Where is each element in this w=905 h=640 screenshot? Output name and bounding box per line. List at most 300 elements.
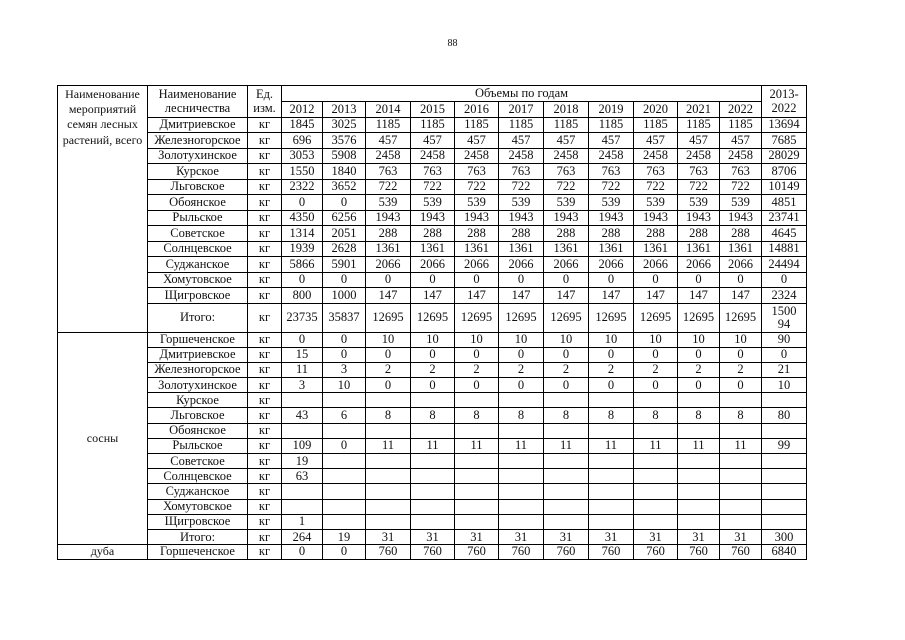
year-value bbox=[455, 469, 499, 484]
period-total-value: 150094 bbox=[771, 303, 797, 331]
year-value: 31 bbox=[720, 529, 762, 544]
year-value: 1185 bbox=[455, 117, 499, 133]
volumes-table bbox=[57, 85, 807, 560]
year-value: 10 bbox=[544, 332, 589, 347]
year-value: 1939 bbox=[282, 241, 323, 257]
period-total-cell bbox=[762, 210, 807, 226]
year-value bbox=[544, 423, 589, 438]
page-number: 88 bbox=[447, 38, 458, 49]
period-total-value: 24494 bbox=[768, 256, 800, 271]
period-total-value: 4645 bbox=[771, 225, 797, 240]
year-value: 19 bbox=[323, 529, 366, 544]
header-volumes-by-year: Объемы по годам bbox=[282, 86, 762, 102]
forestry-name: Курское bbox=[148, 164, 248, 180]
year-value: 1314 bbox=[282, 226, 323, 242]
year-value: 722 bbox=[499, 179, 544, 195]
year-value bbox=[455, 423, 499, 438]
total-row bbox=[58, 529, 807, 544]
year-value bbox=[366, 484, 411, 499]
unit-cell: кг bbox=[248, 241, 282, 257]
year-value: 1185 bbox=[720, 117, 762, 133]
year-value: 288 bbox=[544, 226, 589, 242]
year-value bbox=[678, 499, 720, 514]
year-value bbox=[411, 423, 455, 438]
year-value: 12695 bbox=[634, 303, 678, 332]
period-total-cell bbox=[762, 347, 807, 362]
year-value bbox=[411, 499, 455, 514]
table-header bbox=[58, 86, 807, 118]
header-year: 2017 bbox=[499, 102, 544, 118]
year-value: 31 bbox=[544, 529, 589, 544]
year-value: 763 bbox=[634, 164, 678, 180]
forestry-name: Золотухинское bbox=[148, 148, 248, 164]
period-total-cell bbox=[762, 332, 807, 347]
year-value: 539 bbox=[411, 195, 455, 211]
year-value: 457 bbox=[366, 133, 411, 149]
year-value: 11 bbox=[589, 438, 634, 453]
year-value: 12695 bbox=[411, 303, 455, 332]
year-value: 31 bbox=[455, 529, 499, 544]
forestry-name: Солнцевское bbox=[148, 241, 248, 257]
year-value: 11 bbox=[366, 438, 411, 453]
year-value: 2066 bbox=[455, 257, 499, 273]
year-value: 1361 bbox=[678, 241, 720, 257]
year-value: 0 bbox=[589, 347, 634, 362]
year-value bbox=[544, 393, 589, 408]
forestry-name: Железногорское bbox=[148, 362, 248, 377]
unit-cell: кг bbox=[248, 303, 282, 332]
year-value: 2458 bbox=[678, 148, 720, 164]
year-value: 147 bbox=[720, 288, 762, 304]
table-row bbox=[58, 148, 807, 164]
header-year: 2021 bbox=[678, 102, 720, 118]
year-value: 147 bbox=[589, 288, 634, 304]
year-value: 1361 bbox=[544, 241, 589, 257]
year-value bbox=[589, 393, 634, 408]
period-total-value: 0 bbox=[780, 347, 788, 362]
year-value: 0 bbox=[499, 378, 544, 393]
year-value: 8 bbox=[678, 408, 720, 423]
year-value: 0 bbox=[544, 272, 589, 288]
year-value: 8 bbox=[589, 408, 634, 423]
period-total-cell bbox=[762, 272, 807, 288]
unit-cell: кг bbox=[248, 133, 282, 149]
year-value: 11 bbox=[411, 438, 455, 453]
year-value bbox=[499, 454, 544, 469]
period-total-value: 23741 bbox=[768, 210, 800, 225]
year-value bbox=[589, 499, 634, 514]
year-value bbox=[411, 514, 455, 529]
year-value: 0 bbox=[323, 438, 366, 453]
year-value: 763 bbox=[589, 164, 634, 180]
year-value bbox=[544, 484, 589, 499]
year-value bbox=[634, 393, 678, 408]
forestry-name: Суджанское bbox=[148, 484, 248, 499]
year-value: 0 bbox=[323, 347, 366, 362]
year-value bbox=[499, 423, 544, 438]
year-value: 1943 bbox=[455, 210, 499, 226]
year-value: 0 bbox=[589, 272, 634, 288]
year-value: 457 bbox=[678, 133, 720, 149]
year-value: 15 bbox=[282, 347, 323, 362]
year-value: 288 bbox=[589, 226, 634, 242]
header-period-total: 2013-2022 bbox=[762, 86, 807, 118]
year-value: 2 bbox=[634, 362, 678, 377]
header-year: 2018 bbox=[544, 102, 589, 118]
table-row bbox=[58, 362, 807, 377]
year-value: 2 bbox=[720, 362, 762, 377]
year-value: 1185 bbox=[589, 117, 634, 133]
year-value bbox=[589, 423, 634, 438]
year-value bbox=[634, 499, 678, 514]
table-row bbox=[58, 423, 807, 438]
table-row bbox=[58, 226, 807, 242]
header-year: 2015 bbox=[411, 102, 455, 118]
year-value: 31 bbox=[634, 529, 678, 544]
period-total-cell bbox=[762, 378, 807, 393]
year-value bbox=[455, 514, 499, 529]
year-value: 2458 bbox=[720, 148, 762, 164]
year-value: 1840 bbox=[323, 164, 366, 180]
year-value: 1185 bbox=[678, 117, 720, 133]
year-value bbox=[455, 484, 499, 499]
year-value: 0 bbox=[634, 272, 678, 288]
year-value: 0 bbox=[282, 332, 323, 347]
year-value: 2 bbox=[678, 362, 720, 377]
year-value bbox=[634, 469, 678, 484]
year-value bbox=[544, 469, 589, 484]
period-total-value: 10 bbox=[777, 377, 791, 392]
year-value: 23735 bbox=[282, 303, 323, 332]
year-value: 0 bbox=[720, 347, 762, 362]
year-value: 722 bbox=[678, 179, 720, 195]
period-total-value: 99 bbox=[777, 438, 791, 453]
year-value: 2066 bbox=[411, 257, 455, 273]
year-value: 1361 bbox=[589, 241, 634, 257]
header-year: 2016 bbox=[455, 102, 499, 118]
table-row bbox=[58, 164, 807, 180]
year-value: 1361 bbox=[634, 241, 678, 257]
forestry-name: Курское bbox=[148, 393, 248, 408]
period-total-cell bbox=[762, 408, 807, 423]
header-forestry: Наименование лесничества bbox=[148, 86, 248, 118]
year-value bbox=[544, 499, 589, 514]
period-total-cell bbox=[762, 484, 807, 499]
year-value bbox=[323, 499, 366, 514]
unit-cell: кг bbox=[248, 257, 282, 273]
year-value: 1361 bbox=[499, 241, 544, 257]
year-value: 0 bbox=[678, 378, 720, 393]
year-value: 10 bbox=[678, 332, 720, 347]
year-value: 0 bbox=[499, 272, 544, 288]
year-value: 11 bbox=[544, 438, 589, 453]
year-value: 722 bbox=[720, 179, 762, 195]
unit-cell: кг bbox=[248, 164, 282, 180]
year-value: 1943 bbox=[720, 210, 762, 226]
year-value bbox=[323, 454, 366, 469]
year-value: 12695 bbox=[720, 303, 762, 332]
forestry-name: Советское bbox=[148, 454, 248, 469]
year-value: 539 bbox=[455, 195, 499, 211]
period-total-value: 28029 bbox=[768, 148, 800, 163]
forestry-name: Горшеченское bbox=[148, 332, 248, 347]
forestry-name: Солнцевское bbox=[148, 469, 248, 484]
year-value: 288 bbox=[678, 226, 720, 242]
year-value: 2458 bbox=[589, 148, 634, 164]
year-value: 763 bbox=[720, 164, 762, 180]
year-value: 2 bbox=[411, 362, 455, 377]
unit-cell: кг bbox=[248, 423, 282, 438]
year-value bbox=[366, 469, 411, 484]
year-value: 8 bbox=[366, 408, 411, 423]
year-value: 5908 bbox=[323, 148, 366, 164]
period-total-cell bbox=[762, 393, 807, 408]
year-value: 6 bbox=[323, 408, 366, 423]
year-value: 0 bbox=[323, 272, 366, 288]
year-value: 3025 bbox=[323, 117, 366, 133]
period-total-cell bbox=[762, 469, 807, 484]
period-total-cell bbox=[762, 499, 807, 514]
year-value: 1943 bbox=[499, 210, 544, 226]
year-value: 760 bbox=[544, 545, 589, 560]
unit-cell: кг bbox=[248, 499, 282, 514]
year-value: 0 bbox=[455, 378, 499, 393]
year-value bbox=[455, 454, 499, 469]
year-value: 147 bbox=[678, 288, 720, 304]
year-value: 1943 bbox=[678, 210, 720, 226]
year-value: 760 bbox=[634, 545, 678, 560]
year-value: 0 bbox=[455, 272, 499, 288]
year-value: 4350 bbox=[282, 210, 323, 226]
year-value bbox=[323, 514, 366, 529]
year-value: 19 bbox=[282, 454, 323, 469]
total-label: Итого: bbox=[148, 303, 248, 332]
year-value: 0 bbox=[323, 332, 366, 347]
year-value: 0 bbox=[323, 195, 366, 211]
year-value: 5901 bbox=[323, 257, 366, 273]
total-label: Итого: bbox=[148, 529, 248, 544]
year-value: 539 bbox=[544, 195, 589, 211]
year-value bbox=[411, 484, 455, 499]
year-value: 0 bbox=[411, 378, 455, 393]
period-total-value: 10149 bbox=[768, 179, 800, 194]
year-value bbox=[499, 484, 544, 499]
year-value: 760 bbox=[455, 545, 499, 560]
table-body bbox=[58, 117, 807, 559]
forestry-name: Горшеченское bbox=[148, 545, 248, 560]
year-value: 288 bbox=[411, 226, 455, 242]
table-row bbox=[58, 179, 807, 195]
year-value bbox=[589, 469, 634, 484]
unit-cell: кг bbox=[248, 347, 282, 362]
unit-cell: кг bbox=[248, 272, 282, 288]
table-row bbox=[58, 484, 807, 499]
total-row bbox=[58, 303, 807, 332]
forestry-name: Льговское bbox=[148, 408, 248, 423]
year-value: 288 bbox=[720, 226, 762, 242]
year-value: 12695 bbox=[366, 303, 411, 332]
header-year: 2014 bbox=[366, 102, 411, 118]
forestry-name: Рыльское bbox=[148, 210, 248, 226]
year-value: 1000 bbox=[323, 288, 366, 304]
year-value: 760 bbox=[720, 545, 762, 560]
year-value: 2066 bbox=[366, 257, 411, 273]
period-total-value: 13694 bbox=[768, 117, 800, 132]
year-value: 1361 bbox=[720, 241, 762, 257]
year-value: 35837 bbox=[323, 303, 366, 332]
year-value bbox=[282, 423, 323, 438]
year-value bbox=[499, 514, 544, 529]
year-value: 1943 bbox=[411, 210, 455, 226]
forestry-name: Хомутовское bbox=[148, 499, 248, 514]
table-row bbox=[58, 272, 807, 288]
year-value: 12695 bbox=[544, 303, 589, 332]
table-row bbox=[58, 195, 807, 211]
year-value bbox=[323, 423, 366, 438]
year-value: 0 bbox=[499, 347, 544, 362]
unit-cell: кг bbox=[248, 378, 282, 393]
year-value: 0 bbox=[282, 545, 323, 560]
year-value bbox=[455, 499, 499, 514]
forestry-name: Щигровское bbox=[148, 514, 248, 529]
year-value: 539 bbox=[720, 195, 762, 211]
year-value: 696 bbox=[282, 133, 323, 149]
unit-cell: кг bbox=[248, 469, 282, 484]
year-value: 31 bbox=[589, 529, 634, 544]
year-value: 0 bbox=[634, 347, 678, 362]
year-value bbox=[366, 454, 411, 469]
year-value bbox=[366, 499, 411, 514]
year-value bbox=[499, 499, 544, 514]
year-value: 800 bbox=[282, 288, 323, 304]
year-value: 3 bbox=[282, 378, 323, 393]
year-value: 8 bbox=[720, 408, 762, 423]
forestry-name: Железногорское bbox=[148, 133, 248, 149]
group-label: дуба bbox=[58, 545, 148, 560]
year-value: 10 bbox=[411, 332, 455, 347]
table-row bbox=[58, 408, 807, 423]
year-value: 2458 bbox=[411, 148, 455, 164]
header-year: 2022 bbox=[720, 102, 762, 118]
year-value bbox=[282, 499, 323, 514]
year-value bbox=[678, 469, 720, 484]
period-total-cell bbox=[762, 133, 807, 149]
year-value: 2066 bbox=[544, 257, 589, 273]
year-value: 31 bbox=[678, 529, 720, 544]
period-total-value: 7685 bbox=[771, 132, 797, 147]
period-total-value: 4851 bbox=[771, 194, 797, 209]
year-value bbox=[678, 393, 720, 408]
year-value: 0 bbox=[282, 195, 323, 211]
year-value: 43 bbox=[282, 408, 323, 423]
period-total-value: 80 bbox=[777, 408, 791, 423]
year-value: 2322 bbox=[282, 179, 323, 195]
forestry-name: Льговское bbox=[148, 179, 248, 195]
year-value: 763 bbox=[499, 164, 544, 180]
period-total-value: 2324 bbox=[771, 287, 797, 302]
period-total-cell bbox=[762, 303, 807, 332]
group-label: семян лесных растений, всего bbox=[58, 117, 148, 332]
year-value: 31 bbox=[366, 529, 411, 544]
year-value bbox=[720, 423, 762, 438]
year-value: 147 bbox=[411, 288, 455, 304]
year-value: 2066 bbox=[678, 257, 720, 273]
year-value: 0 bbox=[411, 347, 455, 362]
period-total-cell bbox=[762, 514, 807, 529]
period-total-cell bbox=[762, 545, 807, 560]
year-value: 0 bbox=[366, 272, 411, 288]
period-total-cell bbox=[762, 257, 807, 273]
period-total-cell bbox=[762, 454, 807, 469]
year-value bbox=[544, 454, 589, 469]
year-value: 722 bbox=[589, 179, 634, 195]
forestry-name: Хомутовское bbox=[148, 272, 248, 288]
year-value: 109 bbox=[282, 438, 323, 453]
unit-cell: кг bbox=[248, 332, 282, 347]
year-value: 2 bbox=[589, 362, 634, 377]
year-value: 10 bbox=[323, 378, 366, 393]
year-value: 3053 bbox=[282, 148, 323, 164]
year-value bbox=[678, 484, 720, 499]
year-value: 722 bbox=[455, 179, 499, 195]
header-unit: Ед. изм. bbox=[248, 86, 282, 118]
year-value: 2051 bbox=[323, 226, 366, 242]
unit-cell: кг bbox=[248, 179, 282, 195]
year-value: 10 bbox=[720, 332, 762, 347]
year-value: 8 bbox=[634, 408, 678, 423]
period-total-cell bbox=[762, 148, 807, 164]
year-value bbox=[589, 454, 634, 469]
year-value: 0 bbox=[366, 347, 411, 362]
year-value: 8 bbox=[411, 408, 455, 423]
year-value: 0 bbox=[720, 272, 762, 288]
year-value bbox=[720, 514, 762, 529]
forestry-name: Суджанское bbox=[148, 257, 248, 273]
period-total-value: 0 bbox=[780, 272, 788, 287]
year-value: 147 bbox=[455, 288, 499, 304]
header-year: 2012 bbox=[282, 102, 323, 118]
year-value bbox=[678, 514, 720, 529]
unit-cell: кг bbox=[248, 484, 282, 499]
year-value bbox=[634, 454, 678, 469]
table-row bbox=[58, 438, 807, 453]
year-value: 2 bbox=[366, 362, 411, 377]
year-value: 1361 bbox=[411, 241, 455, 257]
year-value bbox=[720, 469, 762, 484]
year-value bbox=[678, 454, 720, 469]
year-value: 288 bbox=[499, 226, 544, 242]
unit-cell: кг bbox=[248, 210, 282, 226]
year-value bbox=[323, 469, 366, 484]
period-total-value: 14881 bbox=[768, 241, 800, 256]
year-value: 0 bbox=[411, 272, 455, 288]
year-value: 2458 bbox=[455, 148, 499, 164]
table-row bbox=[58, 332, 807, 347]
year-value: 2066 bbox=[634, 257, 678, 273]
forestry-name: Щигровское bbox=[148, 288, 248, 304]
year-value bbox=[282, 484, 323, 499]
year-value: 760 bbox=[366, 545, 411, 560]
table-row bbox=[58, 241, 807, 257]
year-value: 288 bbox=[634, 226, 678, 242]
forestry-name: Обоянское bbox=[148, 195, 248, 211]
year-value: 1 bbox=[282, 514, 323, 529]
year-value bbox=[411, 393, 455, 408]
year-value bbox=[544, 514, 589, 529]
year-value: 2 bbox=[455, 362, 499, 377]
group-label: сосны bbox=[58, 332, 148, 545]
year-value: 0 bbox=[720, 378, 762, 393]
